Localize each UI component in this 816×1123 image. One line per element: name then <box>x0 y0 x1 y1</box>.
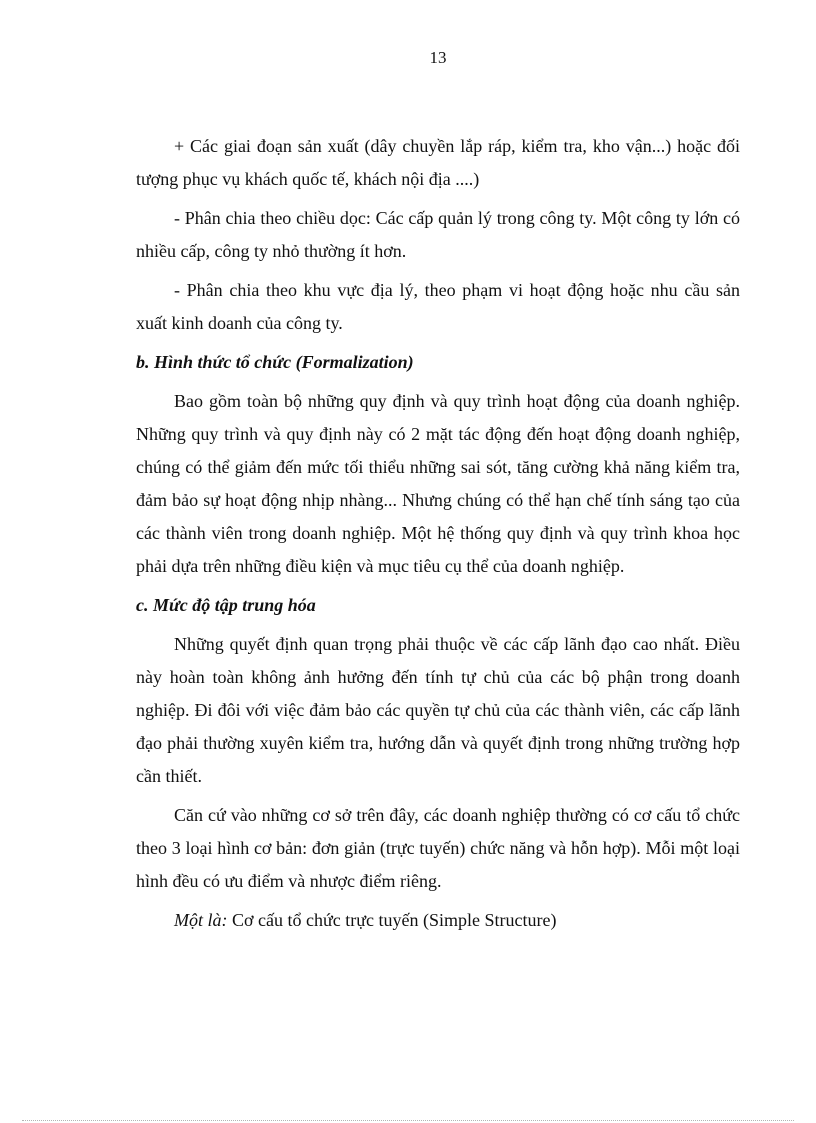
paragraph: - Phân chia theo khu vực địa lý, theo phạm vi hoạt động hoặc nhu cầu sản xuất kinh doanh của công ty. <box>136 280 740 333</box>
section-heading: c. Mức độ tập trung hóa <box>136 595 316 615</box>
paragraph: + Các giai đoạn sản xuất (dây chuyền lắp ráp, kiểm tra, kho vận...) hoặc đối tượng phục vụ khách quốc tế, khách nội địa ....) <box>136 136 740 189</box>
paragraph <box>136 904 740 937</box>
page-number: 13 <box>429 48 447 67</box>
paragraph-lead-in: Một là: <box>174 910 228 930</box>
paragraph-text: Cơ cấu tổ chức trực tuyến (Simple Structure) <box>227 910 557 930</box>
paragraph: - Phân chia theo chiều dọc: Các cấp quản lý trong công ty. Một công ty lớn có nhiều cấp, công ty nhỏ thường ít hơn. <box>136 208 740 261</box>
paragraph: Bao gồm toàn bộ những quy định và quy trình hoạt động của doanh nghiệp. Những quy trình và quy định này có 2 mặt tác động đến hoạt động doanh nghiệp, chúng có thể giảm đến mức tối thiểu những sai sót, tăng cường khả năng kiểm tra, đảm bảo sự hoạt động nhịp nhàng... Nhưng chúng có thể hạn chế tính sáng tạo của các thành viên trong doanh nghiệp. Một hệ thống quy định và quy trình khoa học phải dựa trên những điều kiện và mục tiêu cụ thể của doanh nghiệp. <box>136 391 740 576</box>
paragraph: Những quyết định quan trọng phải thuộc về các cấp lãnh đạo cao nhất. Điều này hoàn toàn không ảnh hưởng đến tính tự chủ của các bộ phận trong doanh nghiệp. Đi đôi với việc đảm bảo các quyền tự chủ của các thành viên, các cấp lãnh đạo phải thường xuyên kiểm tra, hướng dẫn và quyết định trong những trường hợp cần thiết. <box>136 634 740 786</box>
section-heading: b. Hình thức tổ chức (Formalization) <box>136 352 414 372</box>
paragraph: Căn cứ vào những cơ sở trên đây, các doanh nghiệp thường có cơ cấu tổ chức theo 3 loại hình cơ bản: đơn giản (trực tuyến) chức năng và hỗn hợp). Mỗi một loại hình đều có ưu điểm và nhược điểm riêng. <box>136 805 740 891</box>
document-body <box>136 130 740 943</box>
page-bottom-divider <box>22 1120 794 1121</box>
